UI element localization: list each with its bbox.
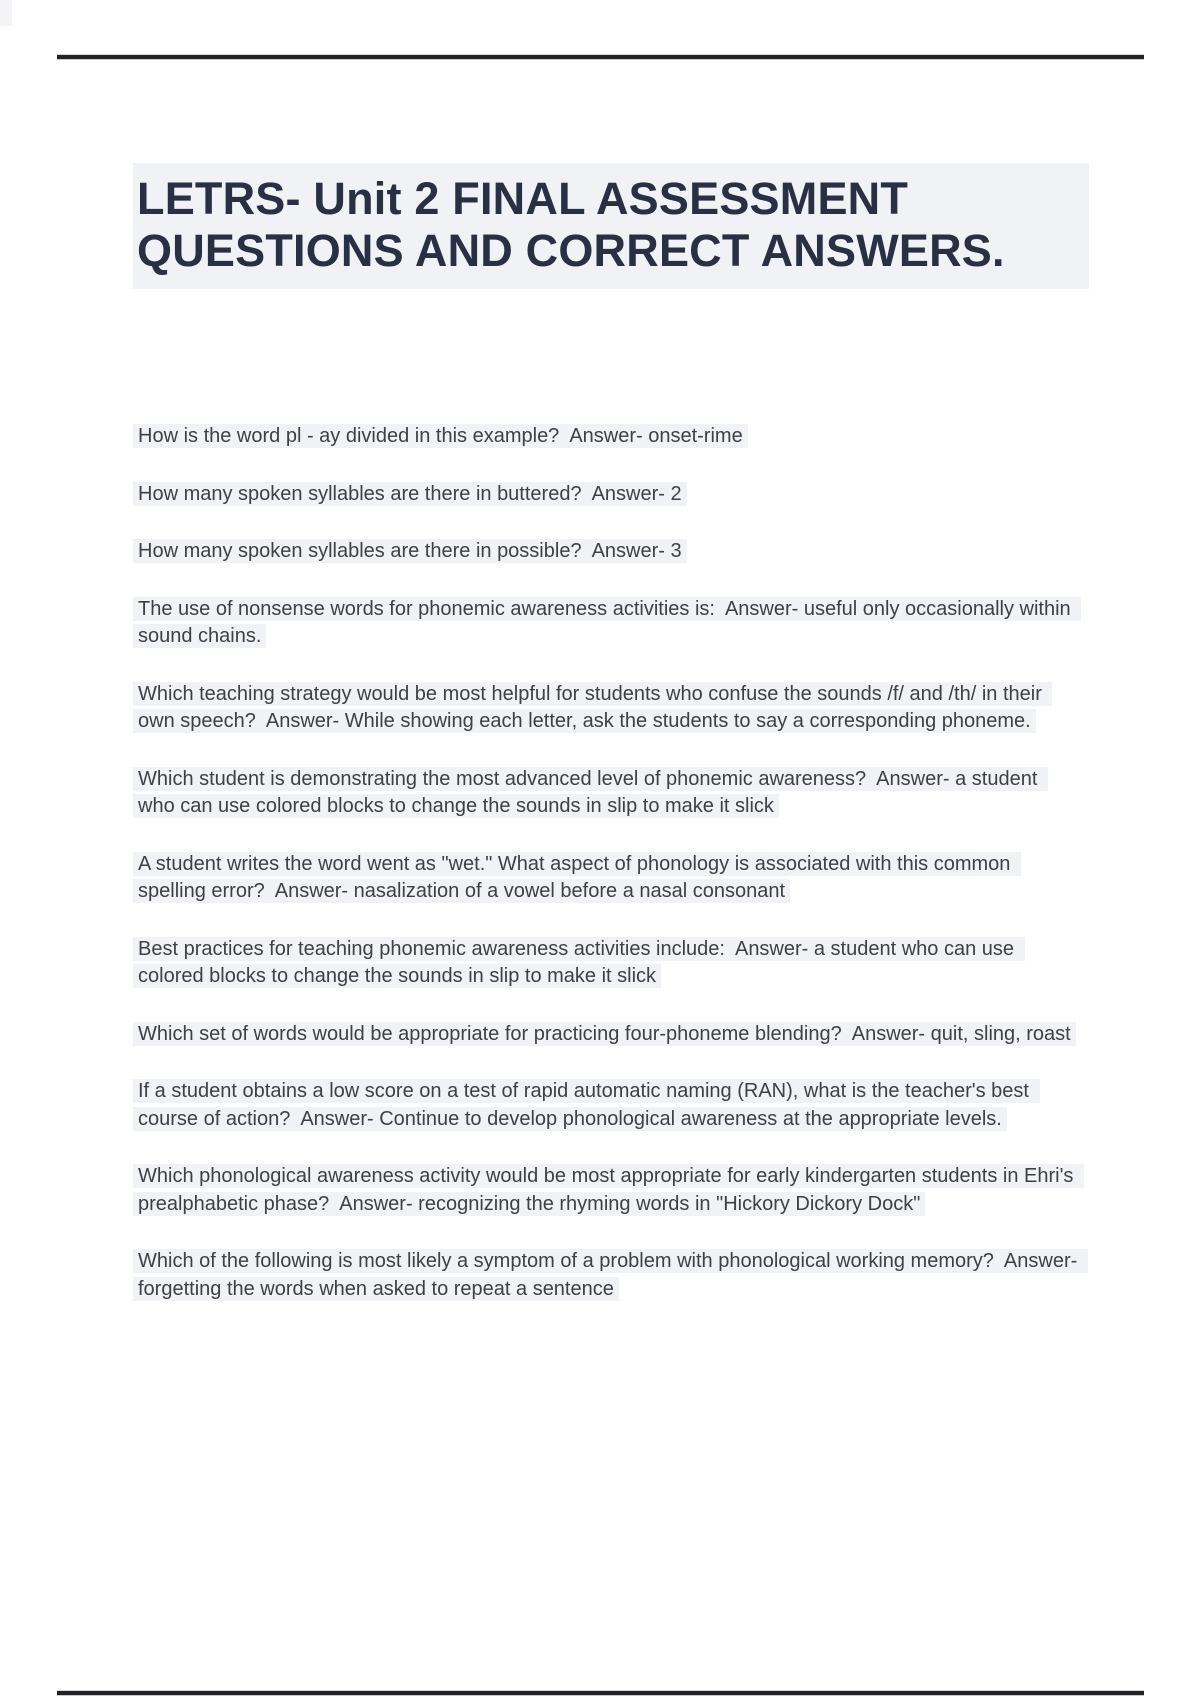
bottom-border-line xyxy=(57,1691,1144,1695)
document-title: LETRS- Unit 2 FINAL ASSESSMENT QUESTIONS AND CORRECT ANSWERS. xyxy=(133,163,1089,289)
qa-text: How many spoken syllables are there in possible? Answer- 3 xyxy=(133,539,687,563)
top-border-line xyxy=(57,55,1144,59)
qa-item xyxy=(138,681,1078,736)
qa-item xyxy=(138,1021,1078,1049)
qa-text: Which phonological awareness activity would be most appropriate for early kindergarten students in Ehri's prealphabetic phase? Answer- recognizing the rhyming words in "Hickory Dickory Dock" xyxy=(133,1164,1084,1216)
qa-text: Which of the following is most likely a symptom of a problem with phonological working memory? Answer- forgetting the words when asked to repeat a sentence xyxy=(133,1249,1088,1301)
scan-corner-artifact xyxy=(0,0,12,26)
qa-item xyxy=(138,1248,1083,1303)
qa-list xyxy=(133,423,1123,1303)
qa-text: How is the word pl - ay divided in this example? Answer- onset-rime xyxy=(133,424,748,448)
qa-item xyxy=(138,851,1078,906)
qa-text: Which student is demonstrating the most advanced level of phonemic awareness? Answer- a student who can use colored blocks to change the sounds in slip to make it slick xyxy=(133,767,1048,819)
qa-text: Which teaching strategy would be most helpful for students who confuse the sounds /f/ and /th/ in their own speech? Answer- While showing each letter, ask the students to say a corresponding phoneme. xyxy=(133,682,1052,734)
qa-text: Which set of words would be appropriate for practicing four-phoneme blending? Answer- quit, sling, roast xyxy=(133,1022,1076,1046)
qa-text: The use of nonsense words for phonemic awareness activities is: Answer- useful only occasionally within sound chains. xyxy=(133,597,1081,649)
qa-item xyxy=(138,538,1078,566)
qa-item xyxy=(138,1078,1078,1133)
qa-item xyxy=(138,596,1078,651)
qa-item xyxy=(138,766,1078,821)
qa-text: If a student obtains a low score on a test of rapid automatic naming (RAN), what is the teacher's best course of action? Answer- Continue to develop phonological awareness at the appropriate levels. xyxy=(133,1079,1040,1131)
qa-text: A student writes the word went as "wet." What aspect of phonology is associated with this common spelling error? Answer- nasalization of a vowel before a nasal consonant xyxy=(133,852,1021,904)
qa-item xyxy=(138,936,1078,991)
qa-item xyxy=(138,423,1078,451)
qa-item xyxy=(138,1163,1078,1218)
qa-item xyxy=(138,481,1078,509)
qa-text: How many spoken syllables are there in buttered? Answer- 2 xyxy=(133,482,687,506)
qa-text: Best practices for teaching phonemic awareness activities include: Answer- a student who can use colored blocks to change the sounds in slip to make it slick xyxy=(133,937,1025,989)
document-content xyxy=(133,163,1123,1333)
